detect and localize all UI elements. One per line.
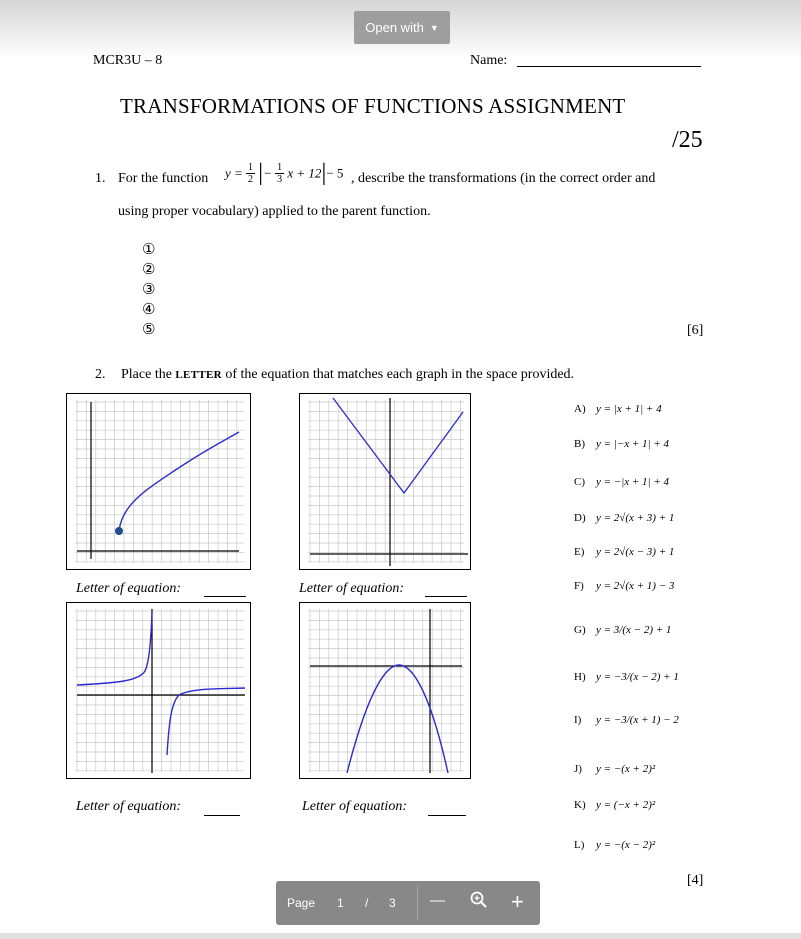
letter-prompt-1: Letter of equation: xyxy=(76,581,181,596)
option-label: I) xyxy=(574,714,582,726)
option-i xyxy=(574,714,679,726)
option-equation: y = 2√(x − 3) + 1 xyxy=(596,546,675,558)
option-equation: y = |−x + 1| + 4 xyxy=(596,438,670,450)
zoom-out-button[interactable]: — xyxy=(430,892,445,909)
zoom-in-button[interactable]: + xyxy=(511,889,524,914)
q2-keyword: LETTER xyxy=(175,369,222,381)
option-label: J) xyxy=(574,763,582,775)
name-label: Name: xyxy=(470,53,508,68)
option-equation: y = −|x + 1| + 4 xyxy=(596,476,670,488)
option-d xyxy=(574,512,674,524)
option-e xyxy=(574,546,674,558)
pager-divider xyxy=(417,885,418,921)
name-blank xyxy=(517,66,701,67)
total-score: /25 xyxy=(672,127,703,153)
page-title: TRANSFORMATIONS OF FUNCTIONS ASSIGNMENT xyxy=(120,94,626,118)
graph-1 xyxy=(66,393,251,570)
option-equation: y = 2√(x + 3) + 1 xyxy=(596,512,675,524)
option-label: L) xyxy=(574,839,585,851)
option-equation: y = −(x − 2)² xyxy=(596,839,656,851)
option-label: D) xyxy=(574,512,586,524)
option-l xyxy=(574,839,655,851)
open-with-label: Open with xyxy=(365,20,424,35)
q1-marks: [6] xyxy=(687,323,704,338)
q1-prefix: For the function xyxy=(118,171,209,186)
letter-prompt-2: Letter of equation: xyxy=(299,581,404,596)
option-label: A) xyxy=(574,403,586,415)
answer-blank-1[interactable] xyxy=(204,596,246,597)
step-2: ② xyxy=(142,260,156,278)
option-equation: y = −3/(x − 2) + 1 xyxy=(596,671,679,683)
q1-number: 1. xyxy=(95,171,106,186)
graph-4 xyxy=(299,602,471,779)
option-c xyxy=(574,476,669,488)
q1-function: y = $\frac{1}{2}$ |− $\frac{1}{3}$ x + 12|− 5 xyxy=(225,160,344,186)
option-label: H) xyxy=(574,671,586,683)
option-label: E) xyxy=(574,546,585,558)
answer-blank-2[interactable] xyxy=(425,596,467,597)
step-1: ① xyxy=(142,240,156,258)
graph-4-curve xyxy=(347,665,448,773)
step-3: ③ xyxy=(142,280,156,298)
graph-1-curve xyxy=(119,432,239,531)
q1-steps xyxy=(142,239,155,339)
viewer-bottom-bar xyxy=(0,933,801,939)
page-label: Page xyxy=(287,896,316,910)
option-equation: y = (−x + 2)² xyxy=(596,799,656,811)
graph-2-curve xyxy=(333,398,463,493)
letter-prompt-3: Letter of equation: xyxy=(76,799,181,814)
option-a xyxy=(574,403,662,415)
option-g xyxy=(574,624,671,636)
option-k xyxy=(574,799,655,811)
step-4: ④ xyxy=(142,300,156,318)
graph-3-right-branch xyxy=(167,688,245,755)
q2-number: 2. xyxy=(95,367,106,382)
option-equation: y = 3/(x − 2) + 1 xyxy=(596,624,672,636)
option-equation: y = 2√(x + 1) − 3 xyxy=(596,580,675,592)
option-j xyxy=(574,763,655,775)
answer-blank-4[interactable] xyxy=(428,815,466,816)
letter-prompt-4: Letter of equation: xyxy=(302,799,407,814)
page-current[interactable]: 1 xyxy=(337,896,344,910)
graph-1-endpoint xyxy=(115,527,123,535)
option-h xyxy=(574,671,679,683)
q1-line2: using proper vocabulary) applied to the parent function. xyxy=(118,204,431,219)
zoom-icon xyxy=(470,890,488,913)
graph-2-grid xyxy=(308,400,464,563)
option-label: B) xyxy=(574,438,585,450)
q2-marks: [4] xyxy=(687,873,704,888)
graph-3 xyxy=(66,602,251,779)
option-label: G) xyxy=(574,624,586,636)
course-code: MCR3U – 8 xyxy=(93,53,163,68)
q1-suffix: , describe the transformations (in the correct order and xyxy=(351,171,656,186)
page-total: 3 xyxy=(389,896,396,910)
page-separator: / xyxy=(365,896,369,910)
page-controls xyxy=(276,881,540,925)
option-label: F) xyxy=(574,580,584,592)
option-equation: y = −(x + 2)² xyxy=(596,763,656,775)
graph-3-grid xyxy=(75,609,244,772)
q2-text-a: Place the xyxy=(121,367,172,382)
q2-instruction xyxy=(121,367,574,383)
open-with-button[interactable] xyxy=(354,11,450,44)
option-b xyxy=(574,438,669,450)
graph-4-grid xyxy=(308,609,464,772)
caret-down-icon: ▼ xyxy=(429,22,439,33)
option-label: K) xyxy=(574,799,586,811)
answer-blank-3[interactable] xyxy=(204,815,240,816)
option-f xyxy=(574,580,674,592)
option-equation: y = |x + 1| + 4 xyxy=(596,403,662,415)
q2-text-b: of the equation that matches each graph in the space provided. xyxy=(225,367,575,382)
graph-2 xyxy=(299,393,471,570)
option-label: C) xyxy=(574,476,585,488)
option-equation: y = −3/(x + 1) − 2 xyxy=(596,714,679,726)
step-5: ⑤ xyxy=(142,320,156,338)
